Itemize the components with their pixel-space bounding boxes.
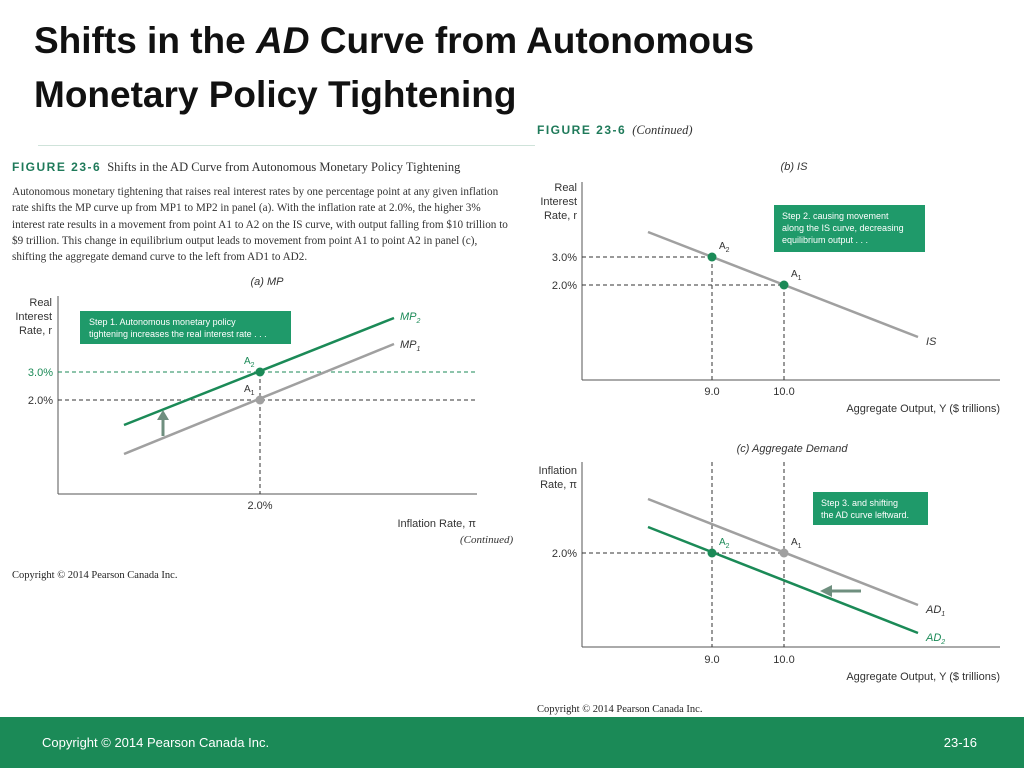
panel-c-xtick-9: 9.0 bbox=[704, 654, 720, 666]
figure-right-copyright: Copyright © 2014 Pearson Canada Inc. bbox=[537, 704, 703, 715]
panel-c-ad2-curve bbox=[648, 527, 918, 633]
figure-right-heading bbox=[537, 123, 693, 138]
figure-right-continued: (Continued) bbox=[632, 123, 693, 137]
figure-right-label: FIGURE 23-6 bbox=[537, 123, 627, 137]
panel-c-ad bbox=[520, 432, 1020, 687]
panel-a-ytick-2: 2.0% bbox=[27, 395, 53, 407]
panel-a-xtick: 2.0% bbox=[247, 500, 273, 512]
panel-c-xlabel: Aggregate Output, Y ($ trillions) bbox=[846, 671, 1000, 683]
panel-c-point-a2 bbox=[708, 549, 717, 558]
title-text-2: Curve from Autonomous Monetary Policy Tightening bbox=[34, 20, 755, 115]
figure-left-continued: (Continued) bbox=[460, 534, 514, 546]
panel-b-note-line3: equilibrium output . . . bbox=[782, 235, 869, 245]
page-number: 23-16 bbox=[943, 735, 977, 750]
panel-c-title: (c) Aggregate Demand bbox=[736, 443, 848, 455]
panel-b-xtick-10: 10.0 bbox=[773, 386, 795, 398]
panel-b-a2-label: $A_2$ bbox=[719, 241, 730, 254]
slide-title bbox=[34, 14, 854, 122]
panel-b-ylabel-2: Interest bbox=[540, 196, 577, 208]
panel-c-ylabel-1: Inflation bbox=[538, 465, 577, 477]
panel-c-ad2-label: $AD_2$ bbox=[926, 632, 946, 646]
panel-b-ylabel-1: Real bbox=[554, 182, 577, 194]
figure-left-copyright: Copyright © 2014 Pearson Canada Inc. bbox=[12, 570, 178, 581]
panel-c-ytick-2: 2.0% bbox=[551, 548, 577, 560]
figure-left-heading bbox=[12, 160, 460, 175]
panel-a-title: (a) MP bbox=[250, 276, 284, 288]
panel-a-xlabel: Inflation Rate, π bbox=[397, 518, 476, 530]
panel-c-ad1-label: $AD_1$ bbox=[926, 604, 946, 618]
panel-a-point-a1 bbox=[256, 396, 265, 405]
panel-a-ylabel-1: Real bbox=[29, 297, 52, 309]
panel-a-a1-label: $A_1$ bbox=[244, 384, 255, 397]
panel-b-point-a1 bbox=[780, 281, 789, 290]
panel-b-ytick-3: 3.0% bbox=[551, 252, 577, 264]
panel-a-note-line1: Step 1. Autonomous monetary policy bbox=[89, 317, 236, 327]
panel-b-note-line1: Step 2. causing movement bbox=[782, 211, 889, 221]
panel-c-note-box bbox=[813, 492, 928, 525]
panel-c-a1-label: $A_1$ bbox=[791, 537, 802, 550]
panel-c-a2-label: $A_2$ bbox=[719, 537, 730, 550]
panel-a-ytick-3: 3.0% bbox=[27, 367, 53, 379]
panel-b-a1-label: $A_1$ bbox=[791, 269, 802, 282]
panel-a-note-line2: tightening increases the real interest rate . . . bbox=[89, 329, 267, 339]
panel-c-left-arrow bbox=[820, 585, 861, 597]
panel-a-point-a2 bbox=[256, 368, 265, 377]
panel-a-mp bbox=[0, 268, 520, 553]
panel-a-ylabel-3: Rate, r bbox=[18, 325, 52, 337]
panel-b-xlabel: Aggregate Output, Y ($ trillions) bbox=[846, 403, 1000, 415]
title-text-1: Shifts in the bbox=[34, 20, 256, 61]
panel-b-is-label: IS bbox=[926, 336, 937, 348]
panel-b-is bbox=[520, 150, 1020, 420]
panel-c-note-line2: the AD curve leftward. bbox=[821, 510, 910, 520]
panel-b-xtick-9: 9.0 bbox=[704, 386, 720, 398]
panel-a-a2-label: $A_2$ bbox=[244, 356, 255, 369]
panel-c-point-a1 bbox=[780, 549, 789, 558]
figure-left-title: Shifts in the AD Curve from Autonomous Monetary Policy Tightening bbox=[107, 160, 461, 174]
figure-left-label: FIGURE 23-6 bbox=[12, 160, 102, 174]
panel-a-ylabel-2: Interest bbox=[15, 311, 52, 323]
panel-b-ylabel-3: Rate, r bbox=[543, 210, 577, 222]
title-text-ad: AD bbox=[256, 20, 310, 61]
panel-b-ytick-2: 2.0% bbox=[551, 280, 577, 292]
panel-c-note-line1: Step 3. and shifting bbox=[821, 498, 899, 508]
panel-a-mp1-label: $MP_1$ bbox=[400, 339, 421, 353]
panel-b-note-line2: along the IS curve, decreasing bbox=[782, 223, 904, 233]
slide-footer bbox=[0, 717, 1024, 768]
title-underline bbox=[38, 145, 535, 146]
panel-b-point-a2 bbox=[708, 253, 717, 262]
figure-caption: Autonomous monetary tightening that raises real interest rates by one percentage point at any given inflation rate shifts the MP curve up from MP1 to MP2 in panel (a). With the inflation rate at 2.0%, the higher 3% interest rate results in a movement from point A1 to A2 on the IS curve, with output falling from $10 trillion to $9 trillion. This change in equilibrium output leads to movement from point A1 to point A2 in panel (c), shifting the aggregate demand curve to the left from AD1 to AD2. bbox=[12, 186, 508, 264]
panel-c-xtick-10: 10.0 bbox=[773, 654, 795, 666]
panel-b-title: (b) IS bbox=[780, 161, 808, 173]
panel-a-note-box bbox=[80, 311, 291, 344]
footer-copyright: Copyright © 2014 Pearson Canada Inc. bbox=[42, 735, 270, 750]
panel-c-ylabel-2: Rate, π bbox=[540, 479, 577, 491]
panel-a-up-arrow bbox=[157, 410, 169, 436]
panel-a-mp2-label: $MP_2$ bbox=[400, 311, 421, 325]
